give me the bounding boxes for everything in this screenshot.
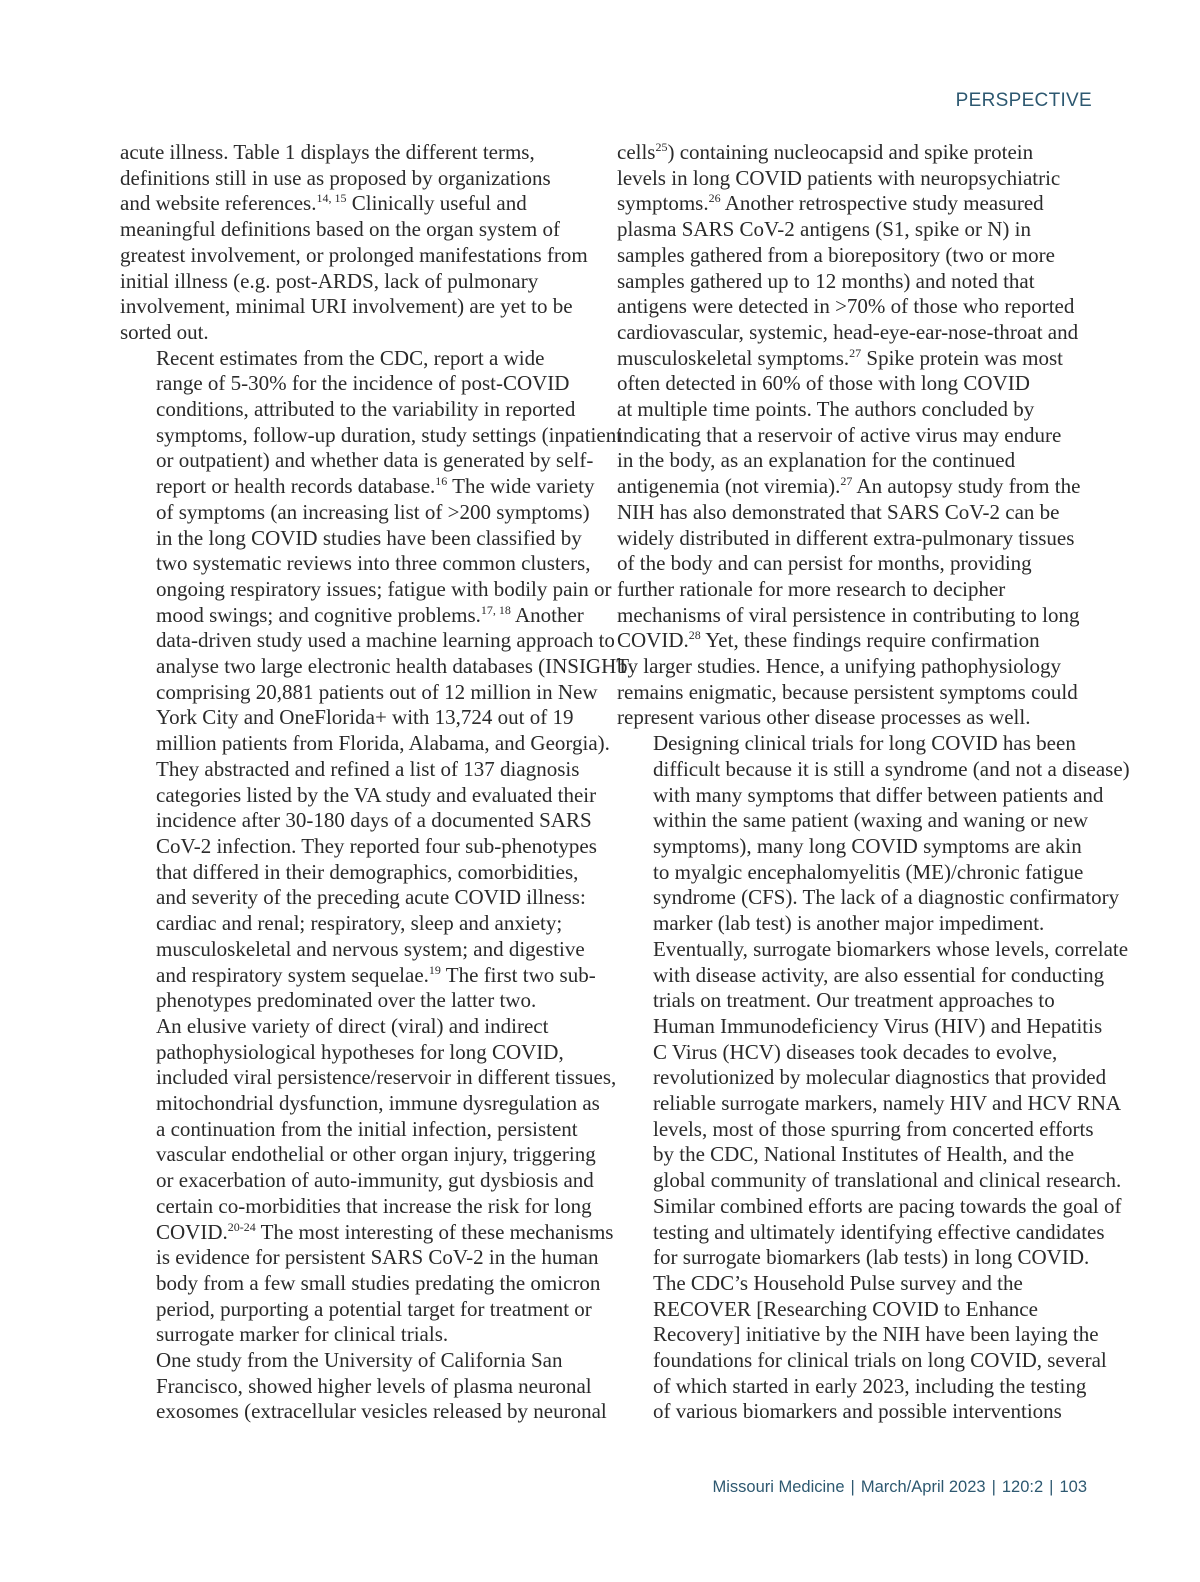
text-line: global community of translational and clinical research.: [653, 1168, 1122, 1193]
text-line: remains enigmatic, because persistent symptoms could: [617, 679, 1078, 704]
text-line: of which started in early 2023, including the testing: [653, 1373, 1087, 1398]
right-paragraph-3: [617, 1270, 1107, 1425]
text-line: York City and OneFlorida+ with 13,724 out of 19: [156, 705, 574, 730]
text-line: million patients from Florida, Alabama, and Georgia).: [156, 731, 610, 756]
text-line: Recovery] initiative by the NIH have been laying the: [653, 1322, 1099, 1347]
text-line: testing and ultimately identifying effective candidates: [653, 1219, 1105, 1244]
text-line: acute illness. Table 1 displays the different terms,: [120, 140, 535, 164]
text-line: analyse two large electronic health databases (INSIGHT: [156, 654, 630, 679]
text-line: with disease activity, are also essential for conducting: [653, 962, 1105, 987]
text-line: two systematic reviews into three common clusters,: [156, 551, 591, 576]
text-line: included viral persistence/reservoir in different tissues,: [156, 1065, 617, 1090]
text-line: symptoms), many long COVID symptoms are akin: [653, 833, 1082, 858]
text-line: Eventually, surrogate biomarkers whose levels, correlate: [653, 936, 1129, 961]
citation: 19: [428, 962, 441, 977]
text-line: antigens were detected in >70% of those who reported: [617, 294, 1075, 319]
citation: 28: [688, 628, 701, 643]
text-line: COVID.$^{20-24}$ The most interesting of these mechanisms: [156, 1219, 614, 1244]
left-column: [120, 140, 630, 1425]
text-line: The CDC’s Household Pulse survey and the: [653, 1270, 1023, 1295]
right-paragraph-1: [617, 140, 1095, 731]
citation: 17, 18: [480, 602, 511, 617]
text-line: of the body and can persist for months, providing: [617, 551, 1032, 576]
page-footer: [713, 1478, 1088, 1497]
text-line: levels in long COVID patients with neuropsychiatric: [617, 165, 1061, 190]
text-line: revolutionized by molecular diagnostics that provided: [653, 1065, 1107, 1090]
text-line: symptoms, follow-up duration, study settings (inpatient: [156, 422, 623, 447]
text-line: trials on treatment. Our treatment approaches to: [653, 988, 1055, 1013]
text-line: data-driven study used a machine learning approach to: [156, 628, 615, 653]
text-line: of symptoms (an increasing list of >200 symptoms): [156, 499, 590, 524]
text-line: report or health records database.$^{16}$ The wide variety: [156, 474, 595, 499]
text-line: conditions, attributed to the variability in reported: [156, 397, 576, 422]
text-line: vascular endothelial or other organ injury, triggering: [156, 1142, 596, 1167]
text-line: Francisco, showed higher levels of plasma neuronal: [156, 1373, 592, 1398]
text-line: sorted out.: [120, 319, 209, 344]
text-line: to myalgic encephalomyelitis (ME)/chronic fatigue: [653, 859, 1084, 884]
text-line: An elusive variety of direct (viral) and indirect: [156, 1013, 549, 1038]
footer-separator: |: [850, 1478, 855, 1496]
text-line: of various biomarkers and possible interventions: [653, 1399, 1062, 1424]
text-line: definitions still in use as proposed by organizations: [120, 165, 551, 190]
text-line: surrogate marker for clinical trials.: [156, 1322, 449, 1347]
text-line: NIH has also demonstrated that SARS CoV-2 can be: [617, 499, 1060, 524]
text-line: at multiple time points. The authors concluded by: [617, 397, 1035, 422]
right-column: [617, 140, 1130, 1425]
text-line: widely distributed in different extra-pulmonary tissues: [617, 525, 1075, 550]
text-line: certain co-morbidities that increase the risk for long: [156, 1193, 592, 1218]
text-line: period, purporting a potential target for treatment or: [156, 1296, 592, 1321]
text-line: mood swings; and cognitive problems.$^{17, 18}$ Another: [156, 602, 584, 627]
text-line: pathophysiological hypotheses for long COVID,: [156, 1039, 564, 1064]
text-line: They abstracted and refined a list of 137 diagnosis: [156, 756, 580, 781]
text-line: Human Immunodeficiency Virus (HIV) and Hepatitis: [653, 1013, 1103, 1038]
text-line: Designing clinical trials for long COVID has been: [653, 731, 1076, 756]
text-line: foundations for clinical trials on long COVID, several: [653, 1348, 1107, 1373]
text-line: samples gathered up to 12 months) and noted that: [617, 268, 1035, 293]
text-line: cells$^{25}$) containing nucleocapsid and spike protein: [617, 140, 1034, 164]
text-line: initial illness (e.g. post-ARDS, lack of pulmonary: [120, 268, 539, 293]
text-line: symptoms.$^{26}$ Another retrospective study measured: [617, 191, 1044, 216]
text-line: antigenemia (not viremia).$^{27}$ An autopsy study from the: [617, 474, 1081, 499]
citation: 20-24: [227, 1219, 256, 1234]
text-line: often detected in 60% of those with long COVID: [617, 371, 1030, 396]
text-line: phenotypes predominated over the latter two.: [156, 988, 537, 1013]
text-line: comprising 20,881 patients out of 12 million in New: [156, 679, 598, 704]
citation: 27: [840, 474, 853, 489]
citation: 27: [849, 345, 862, 360]
text-line: for surrogate biomarkers (lab tests) in long COVID.: [653, 1245, 1090, 1270]
text-line: syndrome (CFS). The lack of a diagnostic confirmatory: [653, 885, 1120, 910]
journal-name: Missouri Medicine: [712, 1478, 845, 1496]
left-paragraph-4: [120, 1348, 607, 1425]
text-line: and respiratory system sequelae.$^{19}$ The first two sub-: [156, 962, 596, 987]
text-line: with many symptoms that differ between patients and: [653, 782, 1104, 807]
text-line: indicating that a reservoir of active virus may endure: [617, 422, 1062, 447]
text-line: in the long COVID studies have been classified by: [156, 525, 582, 550]
left-paragraph-2: [120, 345, 630, 1014]
text-line: range of 5-30% for the incidence of post-COVID: [156, 371, 570, 396]
citation: 16: [435, 474, 448, 489]
text-line: meaningful definitions based on the organ system of: [120, 217, 560, 242]
text-line: within the same patient (waxing and waning or new: [653, 808, 1089, 833]
text-line: cardiac and renal; respiratory, sleep and anxiety;: [156, 911, 563, 936]
text-line: mechanisms of viral persistence in contributing to long: [617, 602, 1080, 627]
text-line: cardiovascular, systemic, head-eye-ear-nose-throat and: [617, 319, 1079, 344]
text-line: or outpatient) and whether data is generated by self-: [156, 448, 594, 473]
text-line: further rationale for more research to decipher: [617, 576, 1006, 601]
text-line: by larger studies. Hence, a unifying pathophysiology: [617, 654, 1062, 679]
issue-date: March/April 2023: [860, 1478, 986, 1496]
text-line: is evidence for persistent SARS CoV-2 in the human: [156, 1245, 599, 1270]
page-number: 103: [1059, 1478, 1087, 1496]
text-line: COVID.$^{28}$ Yet, these findings require confirmation: [617, 628, 1040, 653]
text-line: involvement, minimal URI involvement) are yet to be: [120, 294, 573, 319]
citation: 25: [655, 140, 668, 154]
text-line: RECOVER [Researching COVID to Enhance: [653, 1296, 1038, 1321]
text-line: difficult because it is still a syndrome (and not a disease): [653, 756, 1130, 781]
volume-issue: 120:2: [1001, 1478, 1044, 1496]
text-line: Recent estimates from the CDC, report a wide: [156, 345, 545, 370]
text-line: represent various other disease processes as well.: [617, 705, 1031, 730]
left-paragraph-1: [120, 140, 598, 346]
text-line: or exacerbation of auto-immunity, gut dysbiosis and: [156, 1168, 594, 1193]
text-line: plasma SARS CoV-2 antigens (S1, spike or N) in: [617, 217, 1031, 242]
text-line: incidence after 30-180 days of a documented SARS: [156, 808, 592, 833]
text-line: C Virus (HCV) diseases took decades to evolve,: [653, 1039, 1058, 1064]
citation: 26: [708, 191, 721, 206]
text-line: by the CDC, National Institutes of Health, and the: [653, 1142, 1075, 1167]
text-line: CoV-2 infection. They reported four sub-phenotypes: [156, 833, 597, 858]
text-line: categories listed by the VA study and evaluated their: [156, 782, 597, 807]
right-paragraph-2: [617, 731, 1130, 1271]
text-line: mitochondrial dysfunction, immune dysregulation as: [156, 1091, 600, 1116]
text-line: musculoskeletal symptoms.$^{27}$ Spike protein was most: [617, 345, 1063, 370]
text-line: and severity of the preceding acute COVID illness:: [156, 885, 586, 910]
text-line: marker (lab test) is another major impediment.: [653, 911, 1045, 936]
footer-separator: |: [1049, 1478, 1054, 1496]
text-line: in the body, as an explanation for the continued: [617, 448, 1016, 473]
text-line: body from a few small studies predating the omicron: [156, 1270, 601, 1295]
text-line: and website references.$^{14, 15}$ Clinically useful and: [120, 191, 527, 216]
text-line: that differed in their demographics, comorbidities,: [156, 859, 579, 884]
left-paragraph-3: [120, 1013, 617, 1348]
section-label: PERSPECTIVE: [955, 90, 1092, 111]
text-line: ongoing respiratory issues; fatigue with bodily pain or: [156, 576, 612, 601]
text-line: musculoskeletal and nervous system; and digestive: [156, 936, 585, 961]
text-line: reliable surrogate markers, namely HIV and HCV RNA: [653, 1091, 1122, 1116]
text-line: levels, most of those spurring from concerted efforts: [653, 1116, 1094, 1141]
text-line: One study from the University of California San: [156, 1348, 563, 1373]
text-line: samples gathered from a biorepository (two or more: [617, 242, 1055, 267]
citation: 14, 15: [316, 191, 347, 206]
text-line: exosomes (extracellular vesicles released by neuronal: [156, 1399, 607, 1424]
text-line: greatest involvement, or prolonged manifestations from: [120, 242, 588, 267]
text-line: Similar combined efforts are pacing towards the goal of: [653, 1193, 1122, 1218]
footer-separator: |: [991, 1478, 996, 1496]
text-line: a continuation from the initial infection, persistent: [156, 1116, 578, 1141]
